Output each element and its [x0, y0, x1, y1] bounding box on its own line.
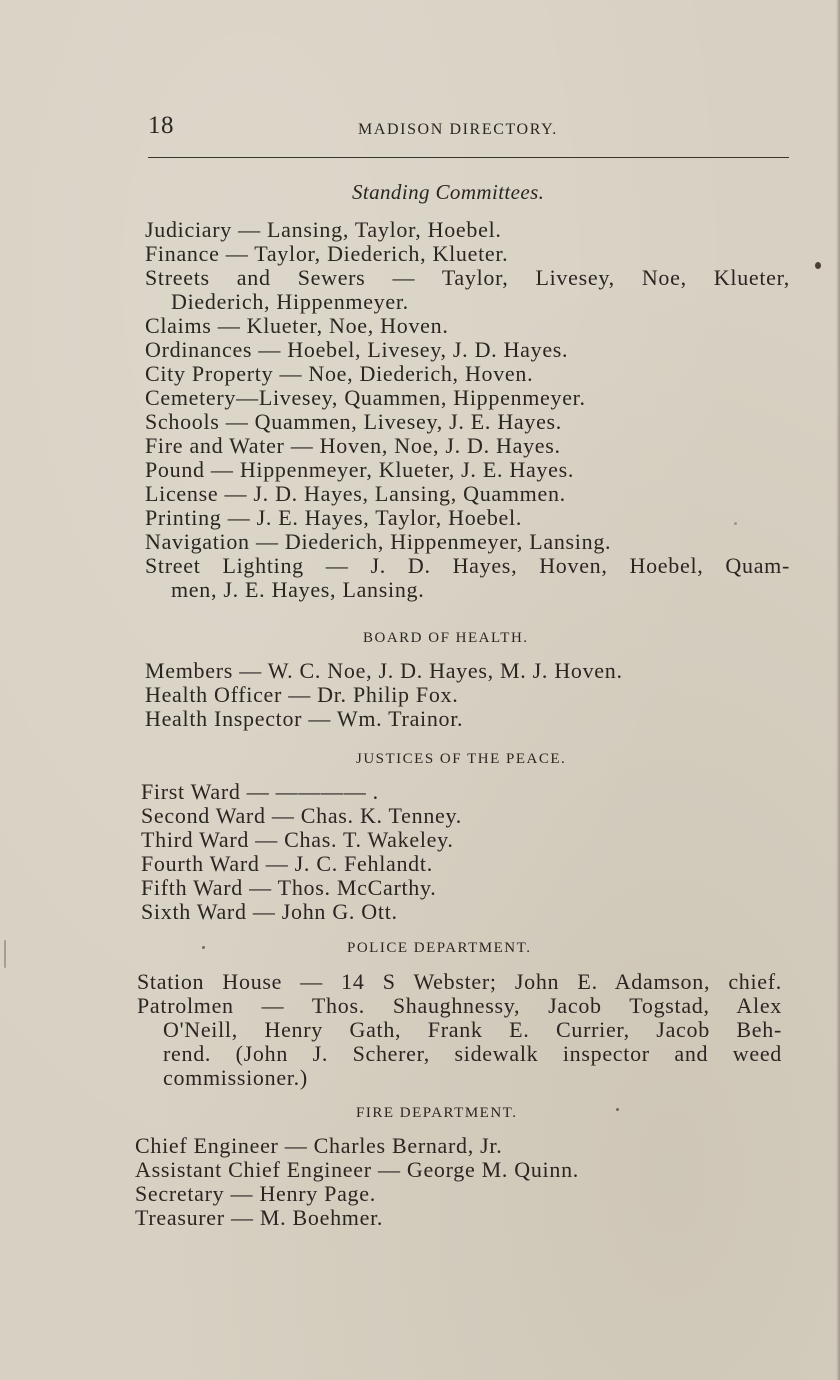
paper-mark [4, 940, 6, 968]
committee-line: Schools — Quammen, Livesey, J. E. Hayes. [145, 409, 563, 434]
police-line-continued: O'Neill, Henry Gath, Frank E. Currier, Jacob Beh- [163, 1018, 782, 1042]
police-line: Station House — 14 S Webster; John E. Adamson, chief. [137, 970, 782, 994]
fire-heading: FIRE DEPARTMENT. [356, 1105, 518, 1121]
committee-line: Streets and Sewers — Taylor, Livesey, Noe, Klueter, [145, 266, 790, 290]
committee-line-continued: Diederich, Hippenmeyer. [171, 289, 409, 314]
health-line: Health Inspector — Wm. Trainor. [145, 706, 464, 731]
committee-line: Ordinances — Hoebel, Livesey, J. D. Hayes. [145, 337, 569, 362]
board-of-health-list [145, 659, 790, 731]
justice-line: Fourth Ward — J. C. Fehlandt. [141, 851, 433, 876]
standing-committees-list [145, 218, 790, 602]
justice-line: First Ward — ———— . [141, 779, 379, 804]
justice-line: Third Ward — Chas. T. Wakeley. [141, 827, 454, 852]
fire-line: Assistant Chief Engineer — George M. Quinn. [135, 1157, 579, 1182]
fire-line: Chief Engineer — Charles Bernard, Jr. [135, 1133, 503, 1158]
paper-speck [616, 1108, 619, 1111]
standing-committees-heading: Standing Committees. [352, 180, 545, 204]
committee-line: Claims — Klueter, Noe, Hoven. [145, 313, 449, 338]
justice-line: Fifth Ward — Thos. McCarthy. [141, 875, 437, 900]
justices-list [141, 780, 786, 924]
police-line-continued: rend. (John J. Scherer, sidewalk inspector and weed [163, 1042, 782, 1066]
paper-speck [202, 946, 205, 949]
committee-line: Cemetery—Livesey, Quammen, Hippenmeyer. [145, 385, 586, 410]
fire-line: Secretary — Henry Page. [135, 1181, 376, 1206]
page-edge-shadow [836, 0, 840, 1380]
health-line: Members — W. C. Noe, J. D. Hayes, M. J. Hoven. [145, 658, 623, 683]
fire-list [135, 1134, 780, 1230]
page-number: 18 [148, 112, 174, 139]
committee-line: Street Lighting — J. D. Hayes, Hoven, Hoebel, Quam- [145, 554, 790, 578]
committee-line-continued: men, J. E. Hayes, Lansing. [171, 577, 425, 602]
committee-line: License — J. D. Hayes, Lansing, Quammen. [145, 481, 566, 506]
board-of-health-heading: BOARD OF HEALTH. [363, 630, 529, 646]
committee-line: Judiciary — Lansing, Taylor, Hoebel. [145, 217, 502, 242]
justices-heading: JUSTICES OF THE PEACE. [356, 751, 567, 767]
fire-line: Treasurer — M. Boehmer. [135, 1205, 384, 1230]
justice-line: Second Ward — Chas. K. Tenney. [141, 803, 462, 828]
committee-line: City Property — Noe, Diederich, Hoven. [145, 361, 534, 386]
header-rule [148, 157, 789, 158]
paper-speck [815, 262, 821, 269]
justice-line: Sixth Ward — John G. Ott. [141, 899, 398, 924]
police-line-continued: commissioner.) [163, 1065, 308, 1090]
health-line: Health Officer — Dr. Philip Fox. [145, 682, 459, 707]
committee-line: Finance — Taylor, Diederich, Klueter. [145, 241, 509, 266]
committee-line: Pound — Hippenmeyer, Klueter, J. E. Hayes. [145, 457, 575, 482]
committee-line: Navigation — Diederich, Hippenmeyer, Lansing. [145, 529, 612, 554]
committee-line: Printing — J. E. Hayes, Taylor, Hoebel. [145, 505, 523, 530]
police-list [137, 970, 782, 1090]
paper-speck [734, 522, 737, 525]
committee-line: Fire and Water — Hoven, Noe, J. D. Hayes. [145, 433, 561, 458]
police-line: Patrolmen — Thos. Shaughnessy, Jacob Togstad, Alex [137, 994, 782, 1018]
police-heading: POLICE DEPARTMENT. [347, 940, 532, 956]
running-head: MADISON DIRECTORY. [358, 121, 558, 138]
